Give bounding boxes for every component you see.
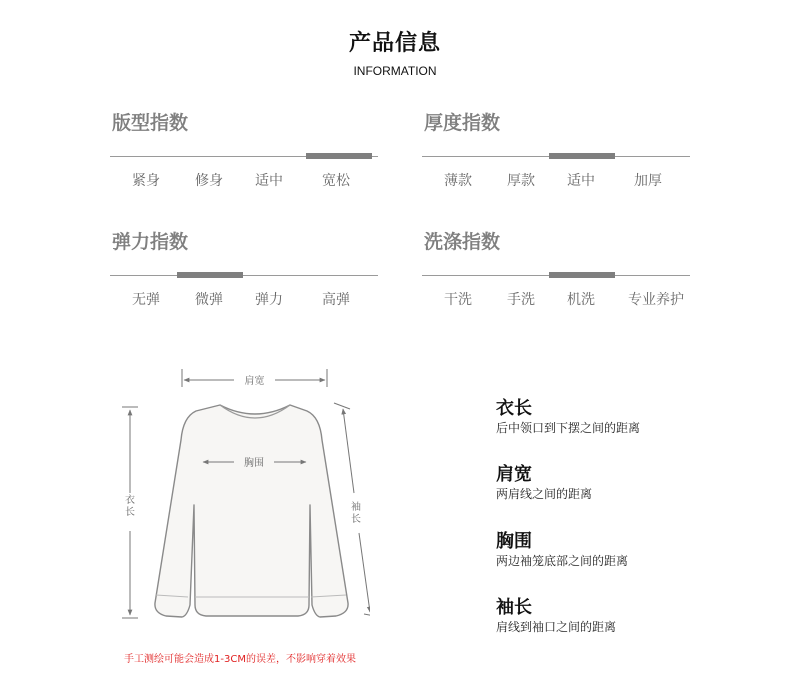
washing-option: 机洗	[567, 292, 595, 308]
elasticity-option: 微弹	[195, 292, 223, 308]
definition-length	[496, 398, 640, 436]
page-subtitle: INFORMATION	[353, 64, 437, 78]
fit-option: 修身	[195, 173, 223, 189]
thickness-option: 适中	[567, 173, 595, 189]
definition-term: 肩宽	[496, 464, 532, 485]
definition-desc: 两边袖笼底部之间的距离	[496, 554, 629, 568]
elasticity-option: 无弹	[132, 292, 160, 308]
fit-index-indicator	[306, 153, 372, 159]
fit-option: 紧身	[132, 173, 160, 189]
fit-option: 适中	[255, 173, 283, 189]
thickness-index-indicator	[549, 153, 615, 159]
definition-desc: 两肩线之间的距离	[496, 487, 593, 501]
definition-chest	[496, 531, 628, 569]
shoulder-width-label: 肩宽	[244, 376, 265, 387]
sweater-illustration	[110, 365, 370, 630]
measurement-note: 手工测绘可能会造成1-3CM的误差，不影响穿着效果	[124, 654, 356, 665]
washing-index	[422, 227, 690, 317]
fit-index	[110, 108, 378, 198]
thickness-option: 厚款	[507, 173, 535, 189]
sleeve-tick-top	[334, 403, 350, 409]
washing-option: 干洗	[444, 292, 472, 308]
sleeve-length-label: 袖长	[351, 502, 361, 525]
chest-label: 胸围	[244, 458, 264, 469]
thickness-index	[422, 108, 690, 198]
sleeve-arrow-up	[343, 409, 354, 493]
definition-desc: 肩线到袖口之间的距离	[496, 620, 617, 634]
washing-index-indicator	[549, 272, 615, 278]
washing-option: 专业养护	[628, 292, 684, 308]
definition-term: 胸围	[496, 531, 532, 552]
washing-index-title: 洗涤指数	[424, 231, 501, 253]
elasticity-index-title: 弹力指数	[112, 231, 189, 253]
definition-term: 袖长	[496, 597, 532, 618]
thickness-option: 薄款	[444, 173, 472, 189]
elasticity-option: 高弹	[322, 292, 350, 308]
page-title: 产品信息	[348, 31, 441, 56]
elasticity-option: 弹力	[255, 292, 283, 308]
sleeve-arrow-down	[359, 533, 370, 612]
fit-option: 宽松	[322, 173, 350, 189]
definition-term: 衣长	[496, 398, 532, 419]
sleeve-length-label-char: 长	[351, 514, 361, 525]
thickness-index-title: 厚度指数	[424, 112, 501, 134]
elasticity-index-scale	[110, 275, 378, 276]
body-length-label-char: 长	[125, 507, 135, 518]
elasticity-index	[110, 227, 378, 317]
definition-desc: 后中领口到下摆之间的距离	[496, 421, 641, 435]
thickness-option: 加厚	[634, 173, 662, 189]
definition-sleeve	[496, 597, 616, 635]
washing-option: 手洗	[507, 292, 535, 308]
definition-shoulder	[496, 464, 592, 502]
sleeve-tick-bottom	[364, 614, 370, 617]
body-length-label: 衣长	[125, 495, 135, 518]
measurement-diagram	[110, 365, 370, 630]
sweater-outline	[155, 405, 348, 617]
elasticity-index-indicator	[177, 272, 243, 278]
fit-index-title: 版型指数	[112, 112, 189, 134]
